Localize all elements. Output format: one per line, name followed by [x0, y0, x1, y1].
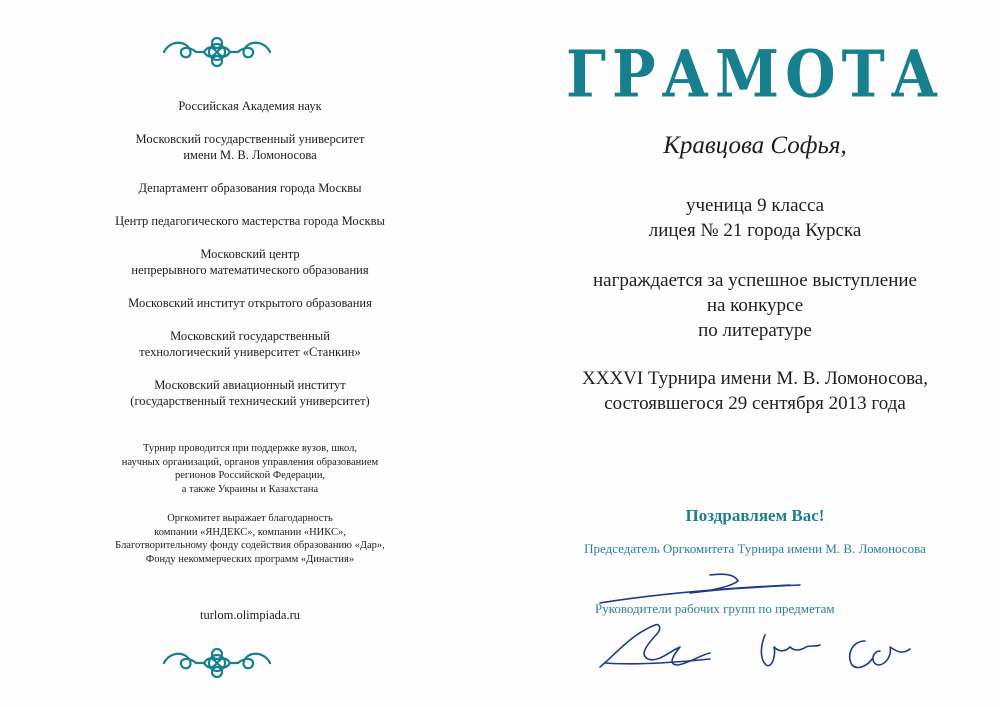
organizer-item	[80, 180, 420, 196]
website-link[interactable]: turlom.olimpiada.ru	[200, 608, 300, 622]
support-line: Турнир проводится при поддержке вузов, школ,	[143, 443, 357, 454]
organizer-line: технологический университет «Станкин»	[139, 345, 361, 359]
chairman-caption: Председатель Оргкомитета Турнира имени М. В. Ломоносова	[584, 541, 926, 556]
organizer-item	[80, 98, 420, 114]
tournament-text	[520, 366, 990, 416]
award-line: награждается за успешное выступление	[593, 270, 917, 291]
award-text	[520, 268, 990, 343]
school-line: лицея № 21 города Курска	[648, 220, 862, 241]
organizer-line: Московский институт открытого образования	[128, 296, 372, 310]
organizer-item	[80, 131, 420, 163]
organizer-line: Московский государственный	[170, 329, 330, 343]
organizer-line: Московский государственный университет	[135, 132, 365, 146]
group-heads-caption: Руководители рабочих групп по предметам	[595, 601, 835, 616]
organizer-line: непрерывного математического образования	[131, 263, 369, 277]
recipient-name: Кравцова Софья,	[663, 132, 847, 159]
thanks-line: Благотворительному фонду содействия образованию «Дар»,	[115, 540, 385, 551]
award-line: на конкурсе	[706, 295, 804, 316]
certificate-title: ГРАМОТА	[565, 35, 945, 113]
award-line: по литературе	[698, 320, 812, 341]
thanks-line: компании «ЯНДЕКС», компании «НИКС»,	[154, 526, 346, 538]
thanks-line: Оргкомитет выражает благодарность	[167, 513, 333, 524]
thanks-note	[80, 512, 420, 566]
tournament-date-line: состоявшегося 29 сентября 2013 года	[604, 393, 906, 414]
ornament-top-icon	[160, 32, 274, 72]
certificate-body	[520, 0, 990, 707]
organizer-line: Российская Академия наук	[178, 99, 322, 113]
organizer-line: (государственный технический университет)	[130, 394, 370, 408]
support-line: а также Украины и Казахстана	[181, 483, 319, 495]
organizer-item	[80, 377, 420, 409]
support-line: регионов Российской Федерации,	[174, 470, 326, 481]
organizer-line: Московский центр	[200, 247, 300, 261]
organizer-line: Центр педагогического мастерства города Москвы	[115, 214, 385, 228]
organizer-item	[80, 246, 420, 278]
organizers-column	[80, 0, 420, 707]
organizer-line: имени М. В. Ломоносова	[183, 148, 317, 162]
organizer-line: Московский авиационный институт	[154, 378, 346, 392]
support-note	[80, 442, 420, 496]
organizer-item	[80, 328, 420, 360]
recipient-grade	[520, 193, 990, 243]
organizer-list	[80, 98, 420, 426]
tournament-line: XXXVI Турнира имени М. В. Ломоносова,	[582, 368, 928, 389]
thanks-line: Фонду некоммерческих программ «Династия»	[145, 553, 355, 565]
organizer-line: Департамент образования города Москвы	[138, 181, 362, 195]
organizer-item	[80, 295, 420, 311]
grade-line: ученица 9 класса	[685, 195, 825, 216]
ornament-bottom-icon	[160, 643, 274, 683]
congratulations-text: Поздравляем Вас!	[685, 506, 825, 525]
support-line: научных организаций, органов управления образованием	[121, 456, 379, 468]
organizer-item	[80, 213, 420, 229]
